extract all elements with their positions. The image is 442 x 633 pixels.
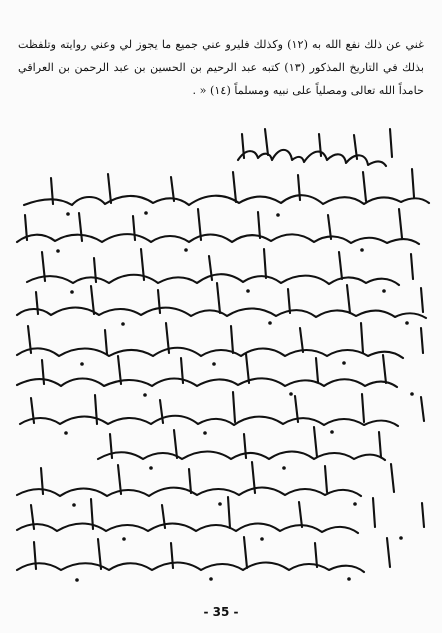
printed-arabic-paragraph: غني عن ذلك نفع الله به (١٢) وكذلك فليرو عني جميع ما يجوز لي وعني روايته وتلفظت بذلك في التاريخ المذكور (١٣) كتبه عبد الرحيم بن الحسين بن عبد الرحمن بن العراقي حامداً الله تعالى ومصلياً على نبيه ومسلماً (١٤) « . [18, 38, 424, 97]
manuscript-line-10 [17, 488, 361, 497]
manuscript-line-1 [238, 150, 386, 166]
manuscript-line-12 [17, 563, 364, 573]
manuscript-line-7 [17, 378, 397, 387]
page-number: - 35 - [203, 605, 239, 619]
manuscript-line-5 [17, 308, 426, 319]
manuscript-line-11 [17, 524, 358, 534]
manuscript-line-6 [17, 348, 403, 358]
manuscript-line-2 [24, 195, 429, 205]
manuscript-line-3 [17, 234, 419, 244]
manuscript-line-9 [98, 452, 385, 461]
manuscript-line-8 [20, 416, 398, 426]
